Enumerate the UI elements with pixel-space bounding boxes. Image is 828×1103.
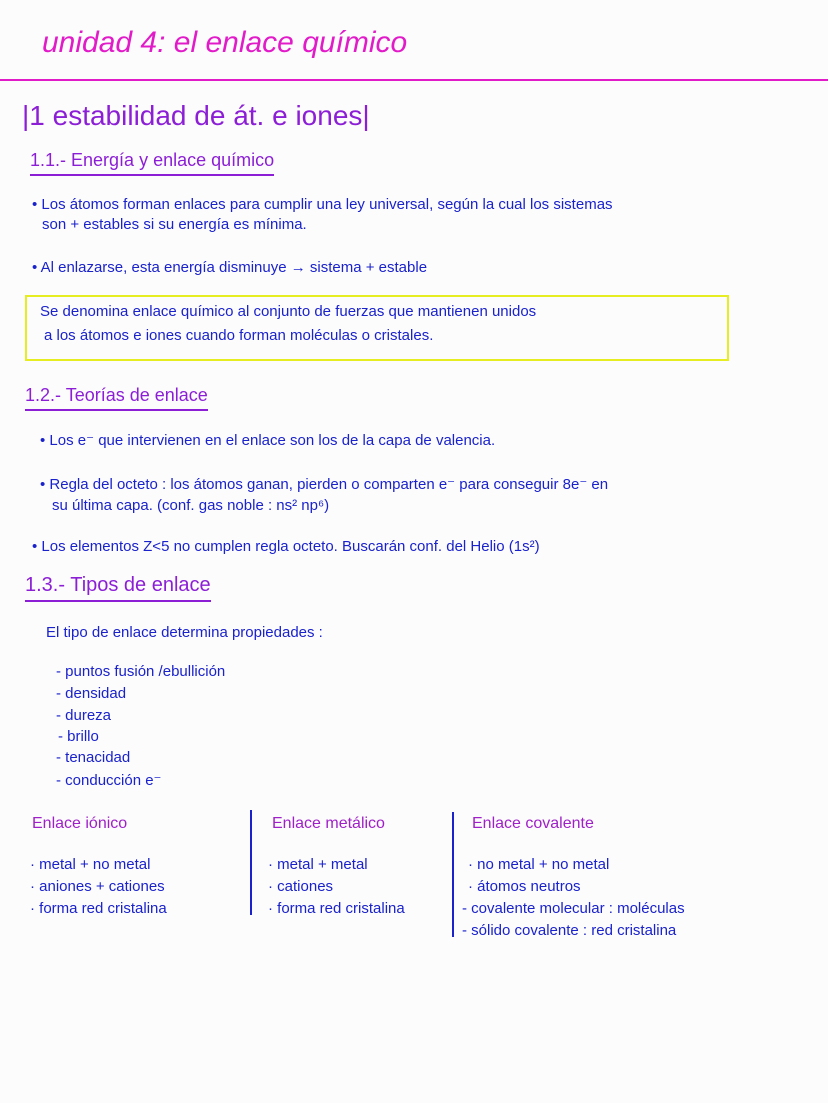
metallic-item: · metal + metal [268, 856, 368, 873]
bullet-text: su última capa. (conf. gas noble : ns² np⁶) [52, 497, 330, 514]
bullet-text: • Los átomos forman enlaces para cumplir una ley universal, según la cual los sistemas [32, 196, 613, 213]
bullet-text: • Regla del octeto : los átomos ganan, pierden o comparten e⁻ para conseguir 8e⁻ en [40, 476, 609, 493]
column-heading-ionic: Enlace iónico [32, 815, 128, 832]
ionic-item: · aniones + cationes [30, 878, 165, 895]
property-item: - puntos fusión /ebullición [56, 663, 226, 680]
bullet-text: • Los elementos Z<5 no cumplen regla octeto. Buscarán conf. del Helio (1s²) [32, 538, 540, 555]
metallic-item: · cationes [268, 878, 334, 895]
intro-text: El tipo de enlace determina propiedades : [46, 624, 323, 641]
column-divider [250, 810, 252, 915]
ionic-item: · metal + no metal [30, 856, 151, 873]
metallic-item: · forma red cristalina [268, 900, 405, 917]
covalent-item: - covalente molecular : moléculas [462, 900, 685, 917]
bullet-text: son + estables si su energía es mínima. [42, 216, 307, 233]
definition-text: Se denomina enlace químico al conjunto de fuerzas que mantienen unidos [40, 303, 537, 320]
bullet-text: • Los e⁻ que intervienen en el enlace son los de la capa de valencia. [40, 432, 496, 449]
subsection-heading-1-1: 1.1.- Energía y enlace químico [30, 150, 274, 176]
column-heading-metallic: Enlace metálico [272, 815, 385, 832]
property-item: - tenacidad [56, 749, 131, 766]
covalent-item: · no metal + no metal [468, 856, 610, 873]
section-heading: |1 estabilidad de át. e iones| [22, 100, 370, 131]
title-divider [0, 79, 828, 81]
subsection-heading-1-2: 1.2.- Teorías de enlace [25, 385, 208, 411]
property-item: - densidad [56, 685, 127, 702]
covalent-item: - sólido covalente : red cristalina [462, 922, 677, 939]
covalent-item: · átomos neutros [468, 878, 581, 895]
column-heading-covalent: Enlace covalente [472, 815, 594, 832]
subsection-heading-1-3: 1.3.- Tipos de enlace [25, 574, 211, 602]
definition-text: a los átomos e iones cuando forman moléculas o cristales. [44, 327, 434, 344]
ionic-item: · forma red cristalina [30, 900, 167, 917]
bullet-text: • Al enlazarse, esta energía disminuye → sistema + estable [32, 259, 428, 276]
property-item: - conducción e⁻ [56, 772, 162, 789]
column-divider [452, 812, 454, 937]
property-item: - dureza [56, 707, 112, 724]
page-title: unidad 4: el enlace químico [42, 26, 408, 59]
property-item: - brillo [58, 728, 99, 745]
